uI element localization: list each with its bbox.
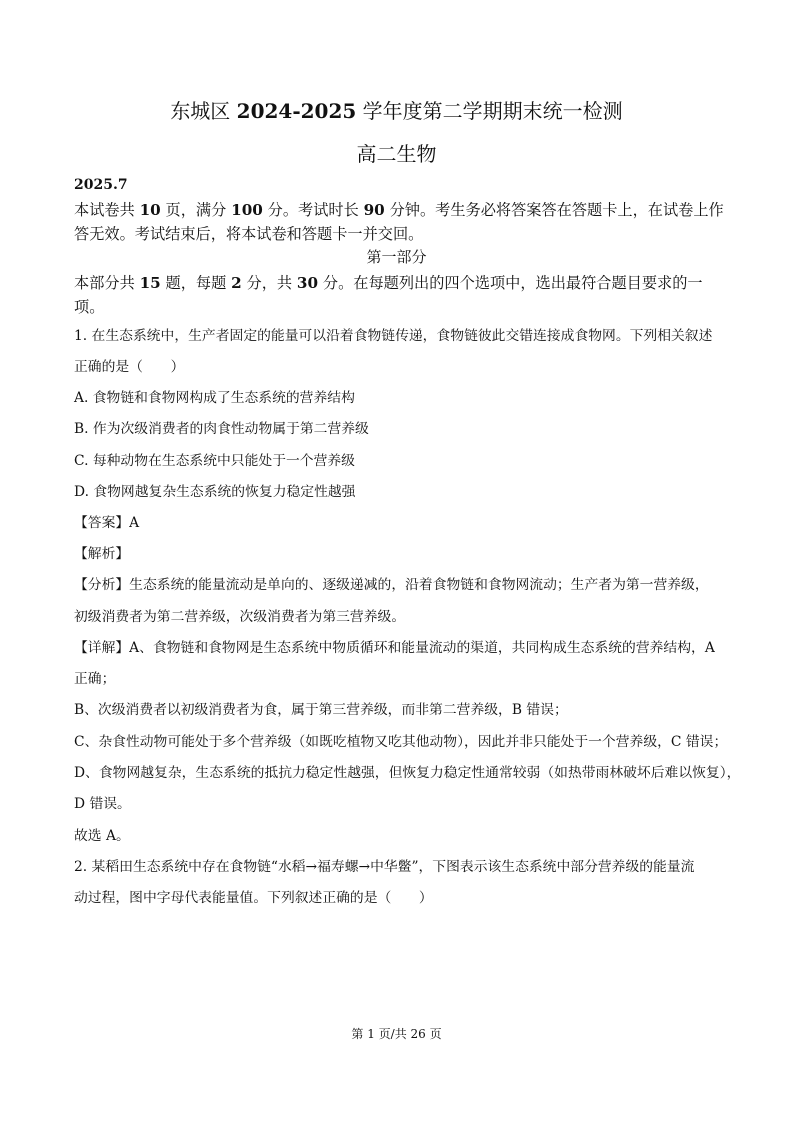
exam-subject: 高二生物 xyxy=(356,142,437,166)
exam-date: 2025.7 xyxy=(74,177,128,193)
question-1-stem-cont: 正确的是（ ） xyxy=(74,359,185,375)
option-d: D. 食物网越复杂生态系统的恢复力稳定性越强 xyxy=(74,484,356,500)
question-2-stem: 2. 某稻田生态系统中存在食物链“水稻→福寿螺→中华鳖”，下图表示该生态系统中部分营养级的能量流 xyxy=(74,859,695,875)
question-2-stem-cont: 动过程，图中字母代表能量值。下列叙述正确的是（ ） xyxy=(74,890,433,906)
option-c: C. 每种动物在生态系统中只能处于一个营养级 xyxy=(74,453,355,469)
detail-explanation-a-cont: 正确； xyxy=(74,671,116,687)
detail-explanation-c: C、杂食性动物可能处于多个营养级（如既吃植物又吃其他动物），因此并非只能处于一个营养级，C 错误； xyxy=(74,734,728,750)
answer-label: 【答案】A xyxy=(74,515,140,531)
option-b: B. 作为次级消费者的肉食性动物属于第二营养级 xyxy=(74,421,369,437)
question-1-stem: 1. 在生态系统中，生产者固定的能量可以沿着食物链传递，食物链彼此交错连接成食物网。下列相关叙述 xyxy=(74,328,713,344)
exam-title: 东城区 2024-2025 学年度第二学期期末统一检测 xyxy=(170,99,623,123)
detail-explanation-a: 【详解】A、食物链和食物网是生态系统中物质循环和能量流动的渠道，共同构成生态系统的营养结构，A xyxy=(74,640,715,656)
section-heading: 第一部分 xyxy=(366,248,427,266)
page-footer: 第 1 页/共 26 页 xyxy=(351,1027,442,1041)
detail-explanation-b: B、次级消费者以初级消费者为食，属于第三营养级，而非第二营养级，B 错误； xyxy=(74,702,568,718)
exam-instructions: 本试卷共 10 页，满分 100 分。考试时长 90 分钟。考生务必将答案答在答题卡上，在试卷上作答无效。考试结束后，将本试卷和答题卡一并交回。 xyxy=(74,201,724,243)
detail-explanation-d-cont: D 错误。 xyxy=(74,796,131,812)
analysis-summary: 【分析】生态系统的能量流动是单向的、逐级递减的，沿着食物链和食物网流动；生产者为第一营养级， xyxy=(74,577,709,593)
option-a: A. 食物链和食物网构成了生态系统的营养结构 xyxy=(74,390,355,406)
detail-explanation-d: D、食物网越复杂，生态系统的抵抗力稳定性越强，但恢复力稳定性通常较弱（如热带雨林破坏后难以恢复）， xyxy=(74,765,741,781)
section-instructions: 本部分共 15 题，每题 2 分，共 30 分。在每题列出的四个选项中，选出最符合题目要求的一项。 xyxy=(74,274,703,316)
analysis-summary-cont: 初级消费者为第二营养级，次级消费者为第三营养级。 xyxy=(74,609,406,625)
final-choice: 故选 A。 xyxy=(74,828,130,844)
analysis-heading: 【解析】 xyxy=(74,546,130,562)
